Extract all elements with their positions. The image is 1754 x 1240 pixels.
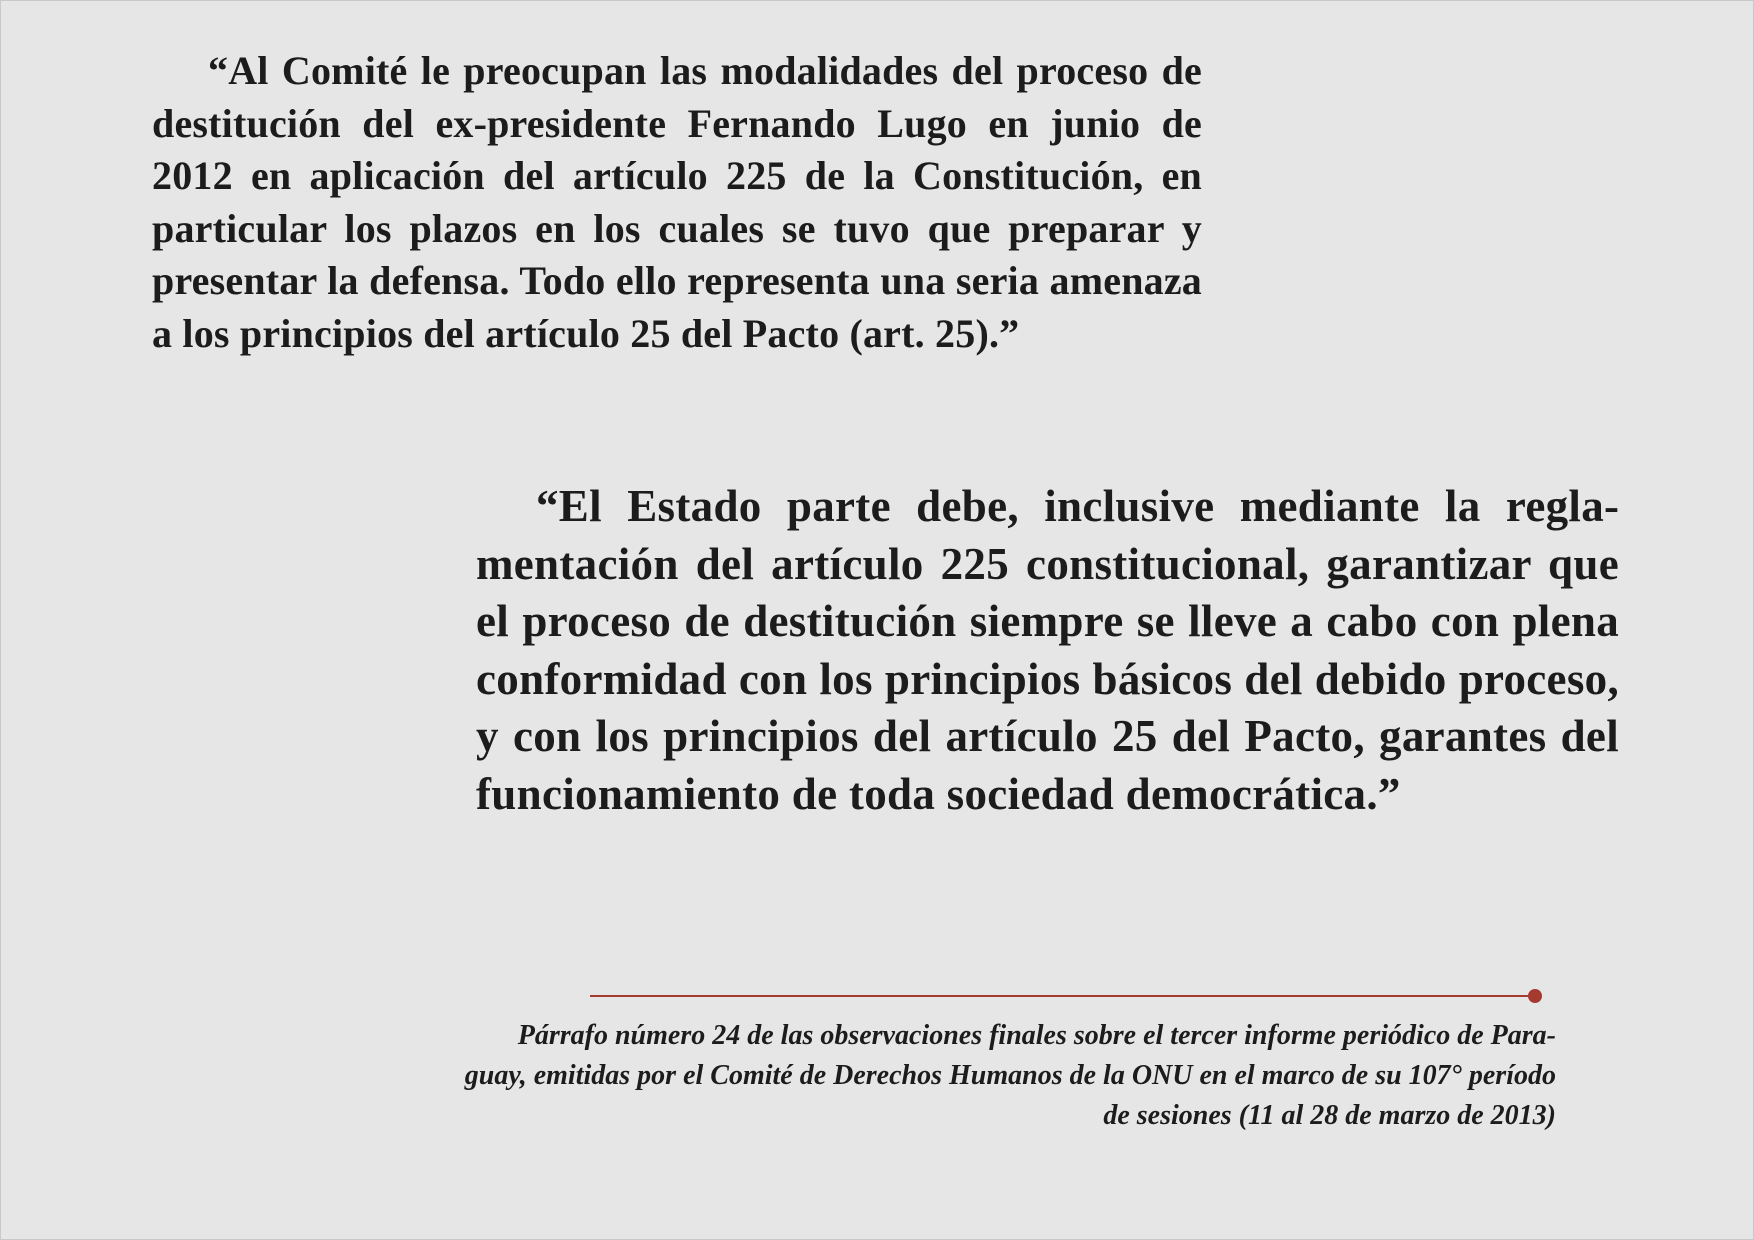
- source-citation-line-3: de sesiones (11 al 28 de marzo de 2013): [1103, 1100, 1556, 1131]
- source-citation-line-2: guay, emitidas por el Comité de Derechos Humanos de la ONU en el marco de su 107° período: [464, 1060, 1556, 1091]
- source-citation-line-1: Párrafo número 24 de las observaciones finales sobre el tercer informe periódico de Para-: [517, 1020, 1556, 1051]
- quote-committee-concern: “Al Comité le preocupan las modalidades del proceso de destitución del ex-presidente Fernando Lugo en junio de 2012 en aplicación del artículo 225 de la Constitución, en particular los plazos en los cuales se tuvo que preparar y presentar la defensa. Todo ello representa una seria amenaza a los principios del artículo 25 del Pacto (art. 25).”: [152, 48, 1202, 356]
- source-divider-line: [590, 995, 1532, 997]
- source-divider-dot: [1528, 989, 1542, 1003]
- source-citation: [241, 1016, 1556, 1136]
- quote-state-obligation: “El Estado parte debe, inclusive mediante la reglamentación del artículo 225 constitucional, garantizar que el proceso de destitución siempre se lleve a cabo con plena conformidad con los principios básicos del debido proceso, y con los principios del artículo 25 del Pacto, garantes del funcionamiento de toda sociedad democrática.”: [476, 481, 1619, 819]
